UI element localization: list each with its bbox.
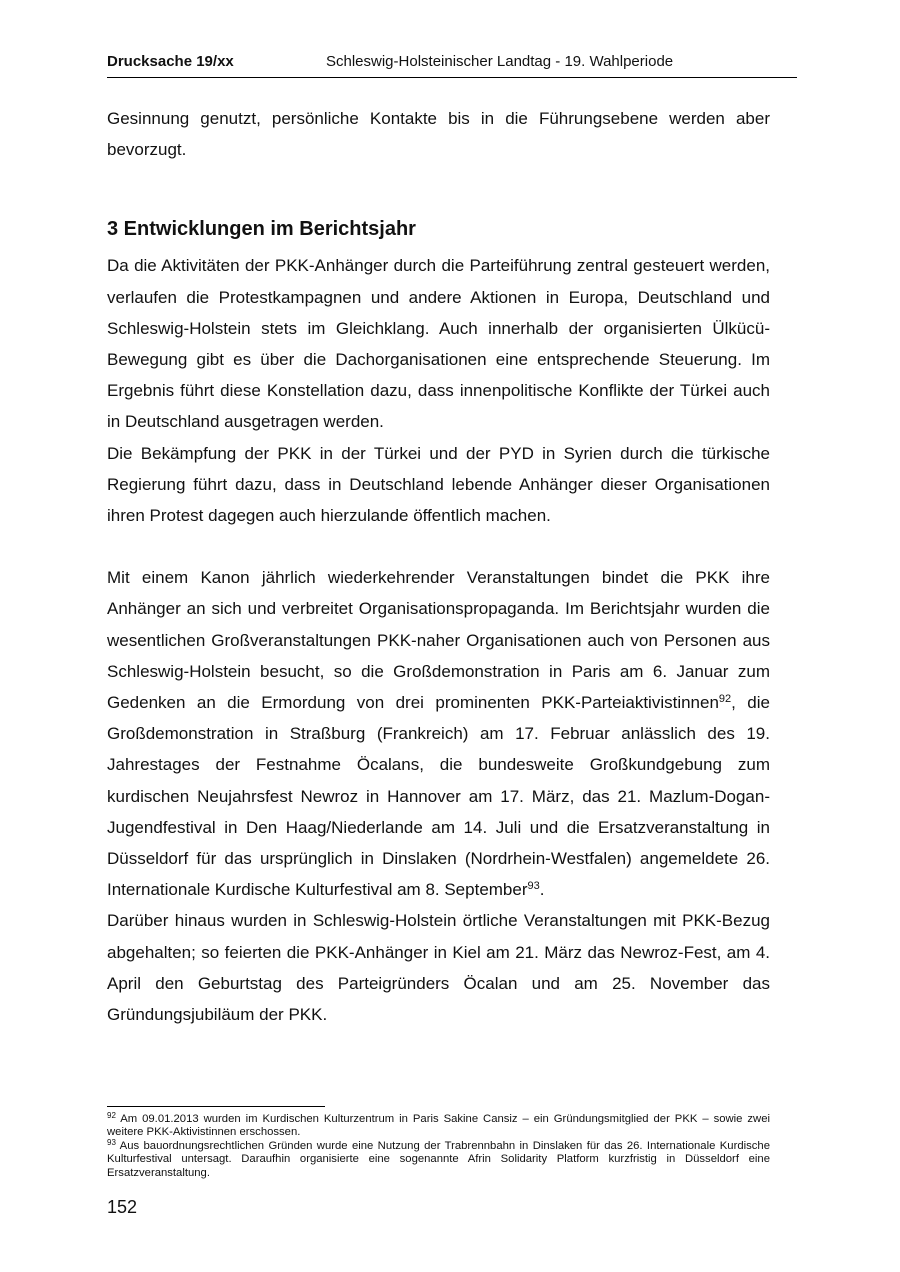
paragraph-1: Da die Aktivitäten der PKK-Anhänger durch die Parteiführung zentral gesteuert werden, verlaufen die Protestkampagnen und andere Aktionen in Europa, Deutschland und Schleswig-Holstein stets im Gleichklang. Auch innerhalb der organisierten Ülkücü-Bewegung gibt es über die Dachorganisationen eine entsprechende Steuerung. Im Ergebnis führt diese Konstellation dazu, dass innenpolitische Konflikte der Türkei auch in Deutschland ausgetragen werden. [107, 256, 770, 432]
footnote-number: 92 [107, 1111, 116, 1120]
paragraph-3 [107, 562, 770, 905]
footnote-number: 93 [107, 1137, 116, 1147]
parliament-title: Schleswig-Holsteinischer Landtag - 19. Wahlperiode [326, 53, 674, 70]
footnote-text: Aus bauordnungsrechtlichen Gründen wurde eine Nutzung der Trabrennbahn in Dinslaken für das 26. Internationale Kurdische Kulturfestival untersagt. Daraufhin organisierte eine sogenannte Afrin Solidarity Platform kurzfristig in Düsseldorf eine Ersatzveranstaltung. [107, 1139, 770, 1179]
paragraph-4: Darüber hinaus wurden in Schleswig-Holstein örtliche Veranstaltungen mit PKK-Bezug abgehalten; so feierten die PKK-Anhänger in Kiel am 21. März das Newroz-Fest, am 4. April den Geburtstag des Parteigründers Öcalan und am 25. November das Gründungsjubiläum der PKK. [107, 911, 770, 1025]
footnote-ref-93[interactable]: 93 [527, 880, 540, 893]
footnote-92 [107, 1113, 770, 1140]
page-header [107, 51, 797, 78]
footnote-separator [107, 1106, 325, 1107]
main-content [107, 103, 770, 1030]
footnote-ref-92[interactable]: 92 [718, 693, 732, 706]
document-number: Drucksache 19/xx [107, 53, 234, 70]
page-number: 152 [107, 1197, 138, 1217]
intro-paragraph: Gesinnung genutzt, persönliche Kontakte bis in die Führungsebene werden aber bevorzugt. [107, 109, 770, 160]
paragraph-3-text-2: , die Großdemonstration in Straßburg (Frankreich) am 17. Februar anlässlich des 19. Jahrestages der Festnahme Öcalans, die bundesweite Großkundgebung zum kurdischen Neujahrsfest Newroz in Hannover am 17. März, das 21. Mazlum-Dogan-Jugendfestival in Den Haag/Niederlande am 14. Juli und die Ersatzveranstaltung in Düsseldorf für das ursprünglich in Dinslaken (Nordrhein-Westfalen) angemeldete 26. Internationale Kurdische Kulturfestival am 8. September [107, 693, 770, 900]
footnote-text: Am 09.01.2013 wurden im Kurdischen Kulturzentrum in Paris Sakine Cansiz – ein Gründungsmitglied der PKK – sowie zwei weitere PKK-Aktivistinnen erschossen. [107, 1113, 770, 1139]
paragraph-3-text-1: Mit einem Kanon jährlich wiederkehrender Veranstaltungen bindet die PKK ihre Anhänger an sich und verbreitet Organisationspropaganda. Im Berichtsjahr wurden die wesentlichen Großveranstaltungen PKK-naher Organisationen auch von Personen aus Schleswig-Holstein besucht, so die Großdemonstration in Paris am 6. Januar zum Gedenken an die Ermordung von drei prominenten PKK-Parteiaktivistinnen [107, 568, 770, 713]
paragraph-2: Die Bekämpfung der PKK in der Türkei und der PYD in Syrien durch die türkische Regierung führt dazu, dass in Deutschland lebende Anhänger dieser Organisationen ihren Protest dagegen auch hierzulande öffentlich machen. [107, 443, 770, 526]
section-heading: 3 Entwicklungen im Berichtsjahr [107, 218, 416, 241]
footnote-93 [107, 1137, 770, 1180]
paragraph-3-text-end: . [539, 880, 545, 900]
footnotes [107, 1113, 770, 1180]
